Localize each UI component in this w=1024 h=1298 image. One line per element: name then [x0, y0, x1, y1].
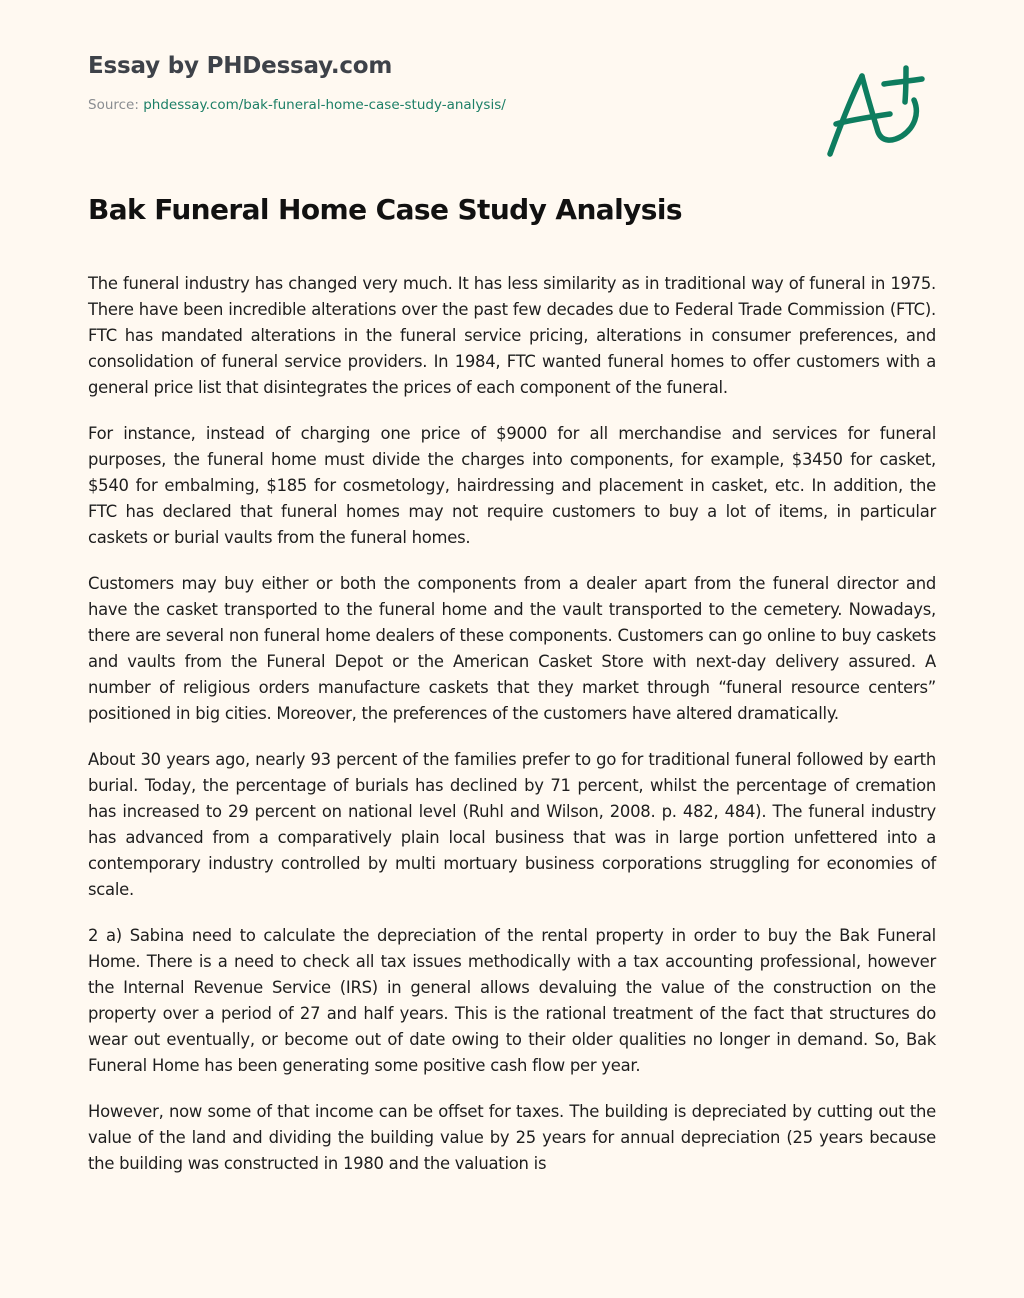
source-line	[88, 96, 788, 114]
paragraph: About 30 years ago, nearly 93 percent of the families prefer to go for traditional funeral followed by earth burial. Today, the percentage of burials has declined by 71 percent, whilst the percentage of cremation has increased to 29 percent on national level (Ruhl and Wilson, 2008. p. 482, 484). The funeral industry has advanced from a comparatively plain local business that was in large portion unfettered into a contemporary industry controlled by multi mortuary business corporations struggling for economies of scale.	[88, 750, 936, 899]
paragraph: For instance, instead of charging one price of $9000 for all merchandise and services for funeral purposes, the funeral home must divide the charges into components, for example, $3450 for casket, $540 for embalming, $185 for cosmetology, hairdressing and placement in casket, etc. In addition, the FTC has declared that funeral homes may not require customers to buy a lot of items, in particular caskets or burial vaults from the funeral homes.	[88, 424, 936, 547]
essay-body	[88, 271, 936, 1197]
site-header	[88, 50, 788, 114]
paragraph: 2 a) Sabina need to calculate the depreciation of the rental property in order to buy the Bak Funeral Home. There is a need to check all tax issues methodically with a tax accounting professional, however the Internal Revenue Service (IRS) in general allows devaluing the value of the construction on the property over a period of 27 and half years. This is the rational treatment of the fact that structures do wear out eventually, or become out of date owing to their older qualities no longer in demand. So, Bak Funeral Home has been generating some positive cash flow per year.	[88, 926, 936, 1075]
document-title: Bak Funeral Home Case Study Analysis	[88, 193, 682, 226]
site-title: Essay by PHDessay.com	[88, 53, 393, 79]
source-link[interactable]: phdessay.com/bak-funeral-home-case-study-analysis/	[143, 97, 506, 113]
a-plus-grade-icon	[822, 62, 932, 162]
paragraph: The funeral industry has changed very much. It has less similarity as in traditional way of funeral in 1975. There have been incredible alterations over the past few decades due to Federal Trade Commission (FTC). FTC has mandated alterations in the funeral service pricing, alterations in consumer preferences, and consolidation of funeral service providers. In 1984, FTC wanted funeral homes to offer customers with a general price list that disintegrates the prices of each component of the funeral.	[88, 274, 936, 397]
source-label: Source:	[88, 97, 144, 113]
paragraph: Customers may buy either or both the components from a dealer apart from the funeral director and have the casket transported to the funeral home and the vault transported to the cemetery. Nowadays, there are several non funeral home dealers of these components. Customers can go online to buy caskets and vaults from the Funeral Depot or the American Casket Store with next-day delivery assured. A number of religious orders manufacture caskets that they market through “funeral resource centers” positioned in big cities. Moreover, the preferences of the customers have altered dramatically.	[88, 574, 936, 723]
paragraph: However, now some of that income can be offset for taxes. The building is depreciated by cutting out the value of the land and dividing the building value by 25 years for annual depreciation (25 years because the building was constructed in 1980 and the valuation is	[88, 1102, 936, 1173]
